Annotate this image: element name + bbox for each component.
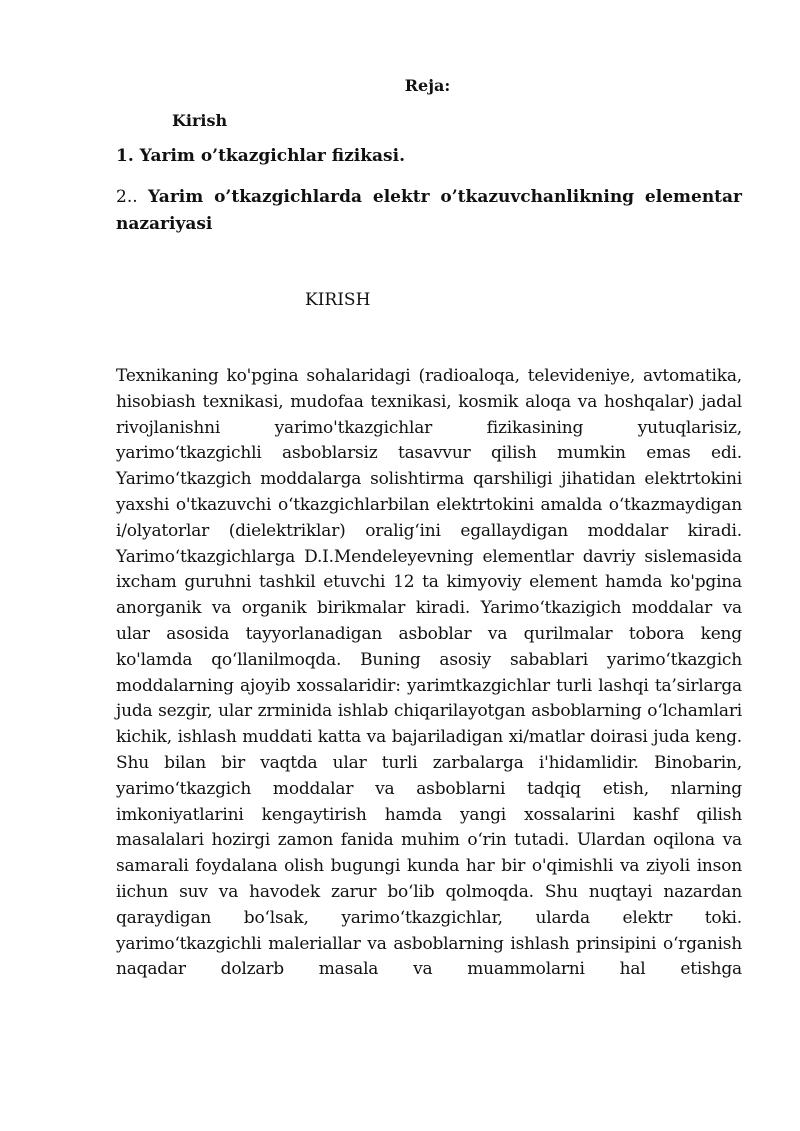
plan-item-2-title: Yarim o’tkazgichlarda elektr o’tkazuvchanlikning elementar nazariyasi xyxy=(116,187,743,234)
plan-item-1: 1. Yarim o’tkazgichlar fizikasi. xyxy=(116,146,405,166)
plan-item-2-number: 2.. xyxy=(116,187,138,207)
plan-intro-item: Kirish xyxy=(172,111,228,130)
plan-item-2 xyxy=(116,184,742,238)
body-paragraph: Texnikaning ko'pgina sohalaridagi (radioaloqa, televideniye, avtomatika, hisobiash texnikasi, mudofaa texnikasi, kosmik aloqa va hoshqalar) jadal rivojlanishni yarimo'tkazgichlar fizikasining yutuqlarisiz, yarimo‘tkazgichli asboblarsiz tasavvur qilish mumkin emas edi. Yarimo‘tkazgich moddalarga solishtirma qarshiligi jihatidan elektrtokini yaxshi o'tkazuvchi o‘tkazgichlarbilan elektrtokini amalda o‘tkazmaydigan i/olyatorlar (dielektriklar) oralig‘ini egallaydigan moddalar kiradi. Yarimo‘tkazgichlarga D.I.Mendeleyevning elementlar davriy sislemasida ixcham guruhni tashkil etuvchi 12 ta kimyoviy element hamda ko'pgina anorganik va organik birikmalar kiradi. Yarimo‘tkazigich moddalar va ular asosida tayyorlanadigan asboblar va qurilmalar tobora keng ko'lamda qo‘llanilmoqda. Buning asosiy sabablari yarimo‘tkazgich moddalarning ajoyib xossalaridir: yarimtkazgichlar turli lashqi ta’sirlarga juda sezgir, ular zrminida ishlab chiqarilayotgan asboblarning o‘lchamlari kichik, ishlash muddati katta va bajariladigan xi/matlar doirasi juda keng. Shu bilan bir vaqtda ular turli zarbalarga i'hidamlidir. Binobarin, yarimo‘tkazgich moddalar va asboblarni tadqiq etish, nlarning imkoniyatlarini kengaytirish hamda yangi xossalarini kashf qilish masalalari hozirgi zamon fanida muhim o‘rin tutadi. Ulardan oqilona va samarali foydalana olish bugungi kunda har bir o'qimishli va ziyoli inson iichun suv va havodek zarur bo‘lib qolmoqda. Shu nuqtayi nazardan qaraydigan bo‘lsak, yarimo‘tkazgichlar, ularda elektr toki. yarimo‘tkazgichli maleriallar va asboblarning ishlash prinsipini o‘rganish naqadar dolzarb masala va muammolarni hal etishga xyxy=(116,366,742,980)
section-heading: KIRISH xyxy=(305,290,371,310)
plan-title: Reja: xyxy=(404,76,451,95)
